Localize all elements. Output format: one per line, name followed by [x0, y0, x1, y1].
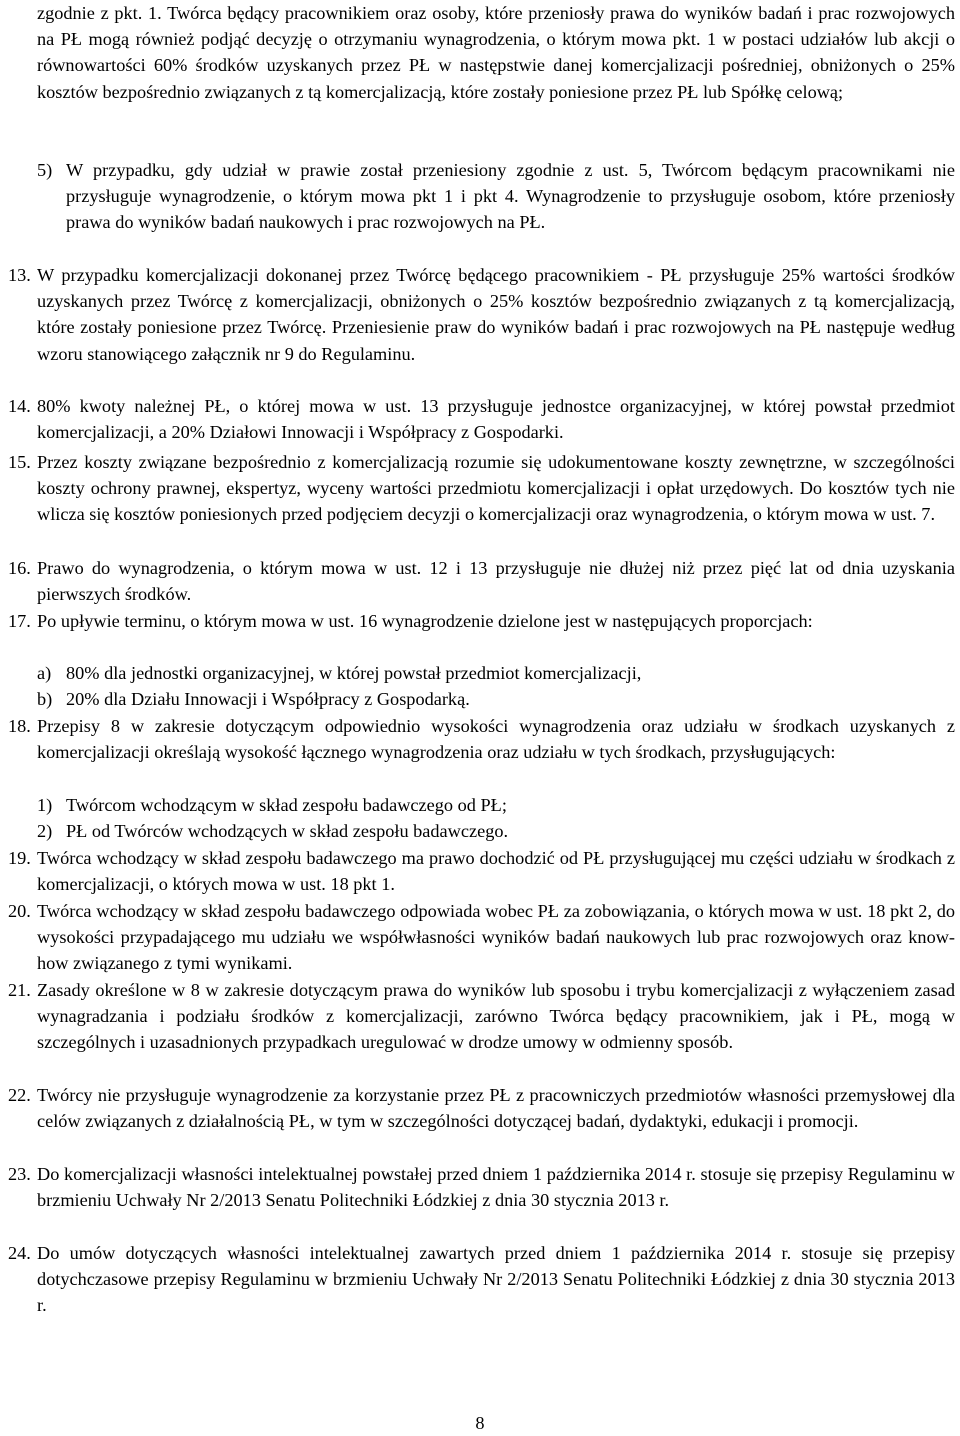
paragraph-13-number: 13.: [8, 265, 31, 285]
paragraph-14-number: 14.: [8, 396, 31, 416]
paragraph-15-text: Przez koszty związane bezpośrednio z komercjalizacją rozumie się udokumentowane koszty zewnętrzne, w szczególności koszty ochrony prawnej, ekspertyz, wyceny wartości przedmiotu komercjalizacji i opłat urzędowych. Do kosztów tych nie wlicza się kosztów poniesionych przed podjęciem decyzji o komercjalizacji oraz wynagrodzenia, o którym mowa w ust. 7.: [37, 452, 955, 525]
paragraph-14-text: 80% kwoty należnej PŁ, o której mowa w ust. 13 przysługuje jednostce organizacyjnej, w której powstał przedmiot komercjalizacji, a 20% Działowi Innowacji i Współpracy z Gospodarki.: [37, 396, 955, 443]
paragraph-18-number: 18.: [8, 716, 31, 736]
item-b-letter: b): [37, 689, 53, 709]
paragraph-16-number: 16.: [8, 558, 31, 578]
paragraph-19-text: Twórca wchodzący w skład zespołu badawczego ma prawo dochodzić od PŁ przysługującej mu części udziału w środkach z komercjalizacji, o których mowa w ust. 18 pkt 1.: [37, 848, 955, 895]
item-1-text: Twórcom wchodzącym w skład zespołu badawczego od PŁ;: [66, 795, 507, 815]
item-a-text: 80% dla jednostki organizacyjnej, w której powstał przedmiot komercjalizacji,: [66, 663, 642, 683]
paragraph-23-number: 23.: [8, 1164, 31, 1184]
item-b-text: 20% dla Działu Innowacji i Współpracy z Gospodarką.: [66, 689, 470, 709]
item-5-text: W przypadku, gdy udział w prawie został przeniesiony zgodnie z ust. 5, Twórcom będącym pracownikami nie przysługuje wynagrodzenie, o którym mowa pkt 1 i pkt 4. Wynagrodzenie to przysługuje osobom, które przeniosły prawa do wyników badań naukowych i prac rozwojowych na PŁ.: [66, 160, 955, 233]
paragraph-16-text: Prawo do wynagrodzenia, o którym mowa w ust. 12 i 13 przysługuje nie dłużej niż przez pięć lat od dnia uzyskania pierwszych środków.: [37, 558, 955, 605]
paragraph-21-text: Zasady określone w 8 w zakresie dotyczącym prawa do wyników lub sposobu i trybu komercjalizacji z wyłączeniem zasad wynagradzania i podziału środków z komercjalizacji, zarówno Twórca będący pracownikiem, jak i PŁ, mogą w szczególnych i uzasadnionych przypadkach uregulować w drodze umowy w odmienny sposób.: [37, 980, 955, 1053]
paragraph-17-text: Po upływie terminu, o którym mowa w ust. 16 wynagrodzenie dzielone jest w następujących proporcjach:: [37, 611, 813, 631]
paragraph-13-text: W przypadku komercjalizacji dokonanej przez Twórcę będącego pracownikiem - PŁ przysługuje 25% wartości środków uzyskanych przez Twórcę z komercjalizacji, obniżonych o 25% kosztów bezpośrednio związanych z tą komercjalizacją, które zostały poniesione przez Twórcę. Przeniesienie praw do wyników badań i prac rozwojowych na PŁ następuje według wzoru stanowiącego załącznik nr 9 do Regulaminu.: [37, 265, 955, 364]
paragraph-19-number: 19.: [8, 848, 31, 868]
paragraph-17-number: 17.: [8, 611, 31, 631]
paragraph-20-number: 20.: [8, 901, 31, 921]
paragraph-20-text: Twórca wchodzący w skład zespołu badawczego odpowiada wobec PŁ za zobowiązania, o których mowa w ust. 18 pkt 2, do wysokości przypadającego mu udziału we współwłasności wyników badań naukowych lub prac rozwojowych oraz know-how związanego z tymi wynikami.: [37, 901, 955, 974]
item-5-number: 5): [37, 160, 53, 180]
paragraph-24-text: Do umów dotyczących własności intelektualnej zawartych przed dniem 1 października 2014 r. stosuje się przepisy dotychczasowe przepisy Regulaminu w brzmieniu Uchwały Nr 2/2013 Senatu Politechniki Łódzkiej z dnia 30 stycznia 2013 r.: [37, 1243, 955, 1316]
item-a-letter: a): [37, 663, 52, 683]
paragraph-18-text: Przepisy 8 w zakresie dotyczącym odpowiednio wysokości wynagrodzenia oraz udziału w środkach uzyskanych z komercjalizacji określają wysokość łącznego wynagrodzenia oraz udziału w tych środkach, przysługujących:: [37, 716, 955, 763]
paragraph-22-number: 22.: [8, 1085, 31, 1105]
continued-paragraph: zgodnie z pkt. 1. Twórca będący pracownikiem oraz osoby, które przeniosły prawa do wyników badań i prac rozwojowych na PŁ mogą również podjąć decyzję o otrzymaniu wynagrodzenia, o którym mowa pkt. 1 w postaci udziałów lub akcji o równowartości 60% środków uzyskanych przez PŁ w następstwie danej komercjalizacji pośredniej, obniżonych o 25% kosztów bezpośrednio związanych z tą komercjalizacją, które zostały poniesione przez PŁ lub Spółkę celową;: [37, 3, 955, 102]
paragraph-23-text: Do komercjalizacji własności intelektualnej powstałej przed dniem 1 października 2014 r. stosuje się przepisy Regulaminu w brzmieniu Uchwały Nr 2/2013 Senatu Politechniki Łódzkiej z dnia 30 stycznia 2013 r.: [37, 1164, 955, 1211]
item-2-number: 2): [37, 821, 53, 841]
paragraph-21-number: 21.: [8, 980, 31, 1000]
page-number: 8: [475, 1413, 485, 1433]
paragraph-15-number: 15.: [8, 452, 31, 472]
paragraph-22-text: Twórcy nie przysługuje wynagrodzenie za korzystanie przez PŁ z pracowniczych przedmiotów własności przemysłowej dla celów związanych z działalnością PŁ, w tym w szczególności dotyczącej badań, dydaktyki, edukacji i promocji.: [37, 1085, 955, 1132]
paragraph-24-number: 24.: [8, 1243, 31, 1263]
item-2-text: PŁ od Twórców wchodzących w skład zespołu badawczego.: [66, 821, 509, 841]
item-1-number: 1): [37, 795, 53, 815]
